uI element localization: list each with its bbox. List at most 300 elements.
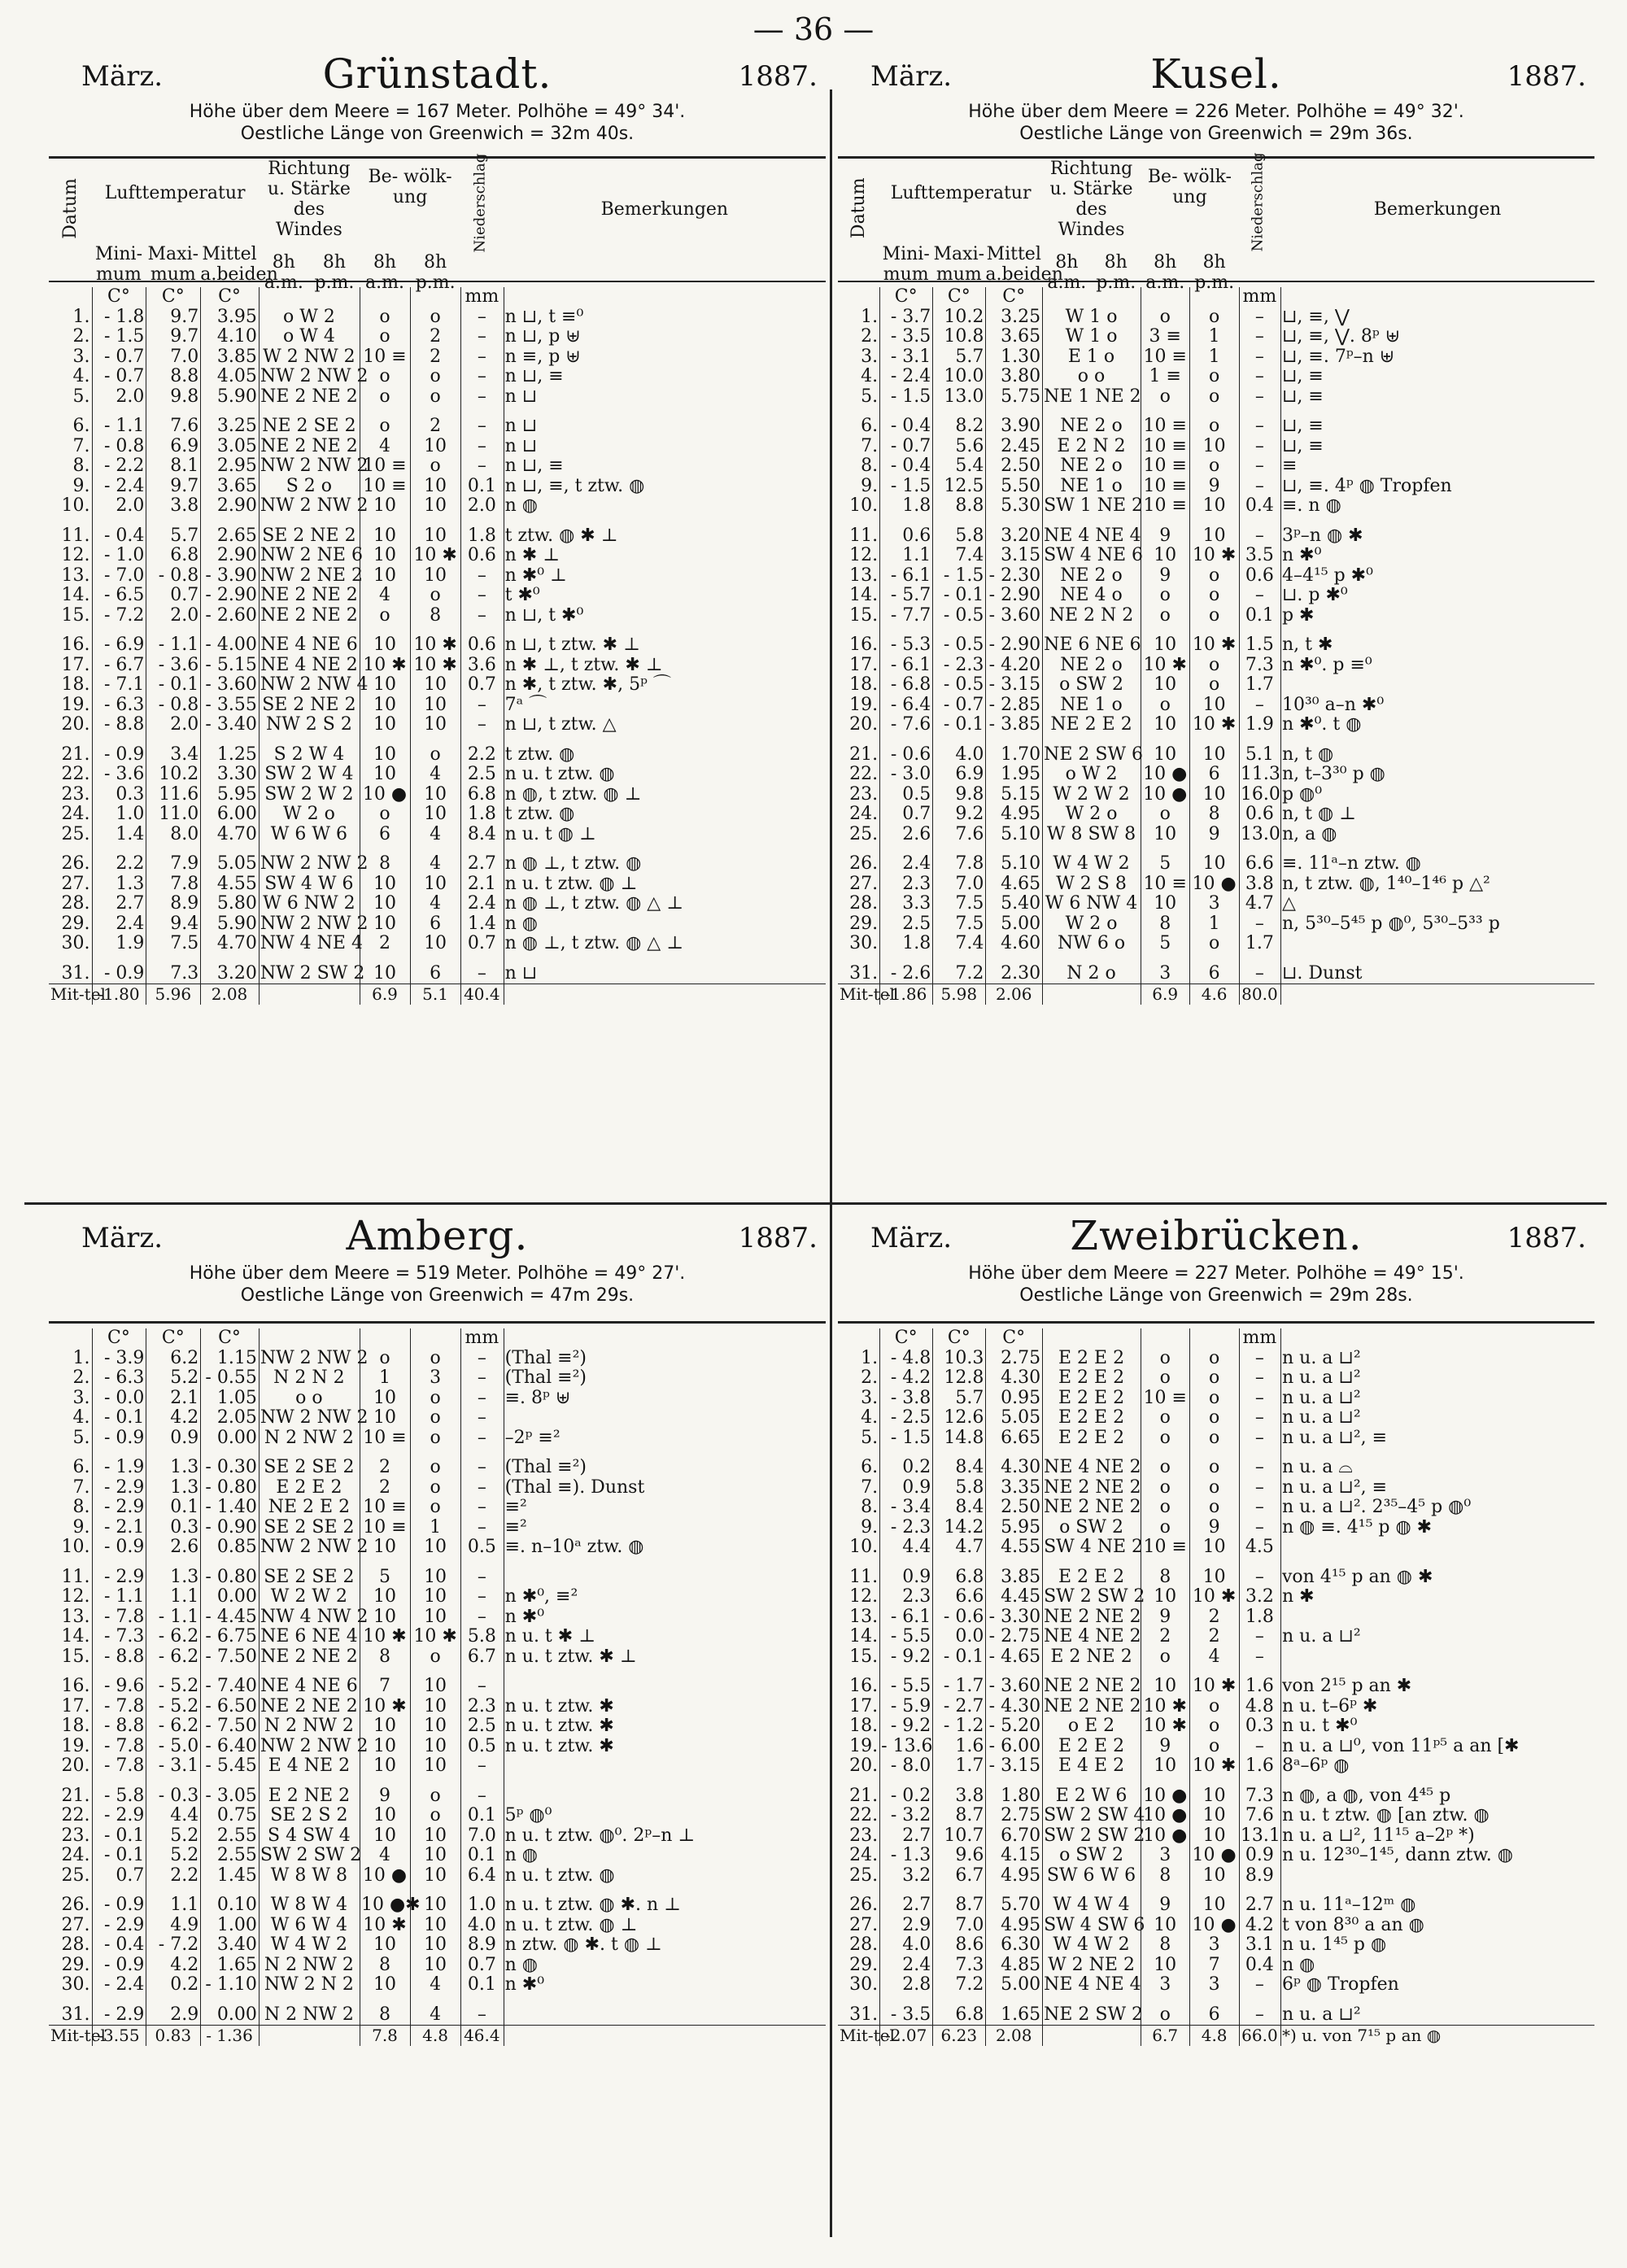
cell: n ⊔, ≡	[504, 366, 564, 386]
cell: 0.4	[1245, 495, 1274, 516]
cell: o W 4	[282, 326, 335, 347]
cell: 3	[1159, 1845, 1171, 1865]
cell: o	[1209, 366, 1220, 386]
cell: 20.	[61, 1756, 90, 1776]
table-row	[838, 546, 1594, 566]
cell: - 5.7	[890, 585, 931, 605]
cell: 2	[379, 1476, 390, 1498]
cell: –	[1254, 694, 1264, 715]
cell: 10	[1154, 744, 1177, 765]
unit-cell	[49, 1328, 92, 1349]
cell: 2.2	[170, 1865, 199, 1886]
table-row	[838, 1866, 1594, 1886]
cell: 18.	[849, 674, 879, 695]
cell: o	[1209, 1387, 1220, 1408]
cell: 5.2	[170, 1825, 199, 1846]
column-line	[1280, 1328, 1281, 2046]
cell: 4.70	[216, 823, 257, 844]
cell: 29.	[849, 913, 879, 934]
cell: - 0.5	[943, 635, 984, 655]
cell: 8ᵃ–6ᵖ ◍	[1281, 1756, 1350, 1776]
cell: - 1.7	[943, 1676, 984, 1696]
cell: n u. a ⊔², ≡	[1281, 1427, 1388, 1448]
cell: 2.95	[216, 456, 257, 476]
cell: - 2.90	[988, 635, 1041, 655]
cell: 2.	[72, 326, 90, 347]
cell: 22.	[61, 764, 90, 784]
cell: 10	[424, 804, 447, 824]
table-row	[49, 1568, 826, 1588]
column-line	[259, 287, 260, 1005]
cell: t ztw. ◍	[504, 804, 575, 824]
cell: 10	[373, 913, 396, 934]
column-line	[200, 1328, 201, 2046]
cell: 10 ≡	[363, 456, 407, 476]
cell: 0.3	[116, 783, 145, 805]
cell: S 2 o	[286, 475, 333, 496]
cell: 5.70	[1001, 1895, 1041, 1915]
cell: –	[477, 1347, 486, 1368]
table-row	[49, 1866, 826, 1886]
cell: –	[1254, 475, 1264, 496]
station-header	[49, 1212, 826, 1263]
cell: –	[477, 962, 486, 984]
cell: 3 ≡	[1149, 326, 1181, 347]
cell: –	[477, 1785, 486, 1806]
cell: 6.8	[467, 783, 496, 805]
header-bewolkung: Be- wölk- ung	[368, 167, 452, 207]
cell: 10.2	[159, 764, 199, 784]
cell: –	[477, 1407, 486, 1428]
table-row	[838, 1956, 1594, 1976]
header-h8pm: 8h p.m.	[415, 252, 456, 293]
cell: 6	[430, 962, 442, 984]
unit-cell	[1189, 1328, 1238, 1349]
cell: n u. a ⌓	[1281, 1457, 1353, 1477]
cell: 4.2	[170, 1954, 199, 1975]
cell: 10	[373, 764, 396, 784]
table-row	[49, 964, 826, 984]
table-row	[838, 1786, 1594, 1807]
cell: 4.	[861, 1407, 879, 1428]
column-line	[92, 287, 93, 1005]
cell: 2.0	[170, 714, 199, 735]
mean-row	[49, 2026, 826, 2046]
cell: ≡²	[504, 1497, 527, 1517]
cell: n u. a ⊔²	[1281, 1407, 1361, 1428]
cell: n ◍, a ◍, von 4⁴⁵ p	[1281, 1785, 1451, 1806]
cell: 3.65	[1001, 326, 1041, 347]
table-row	[838, 606, 1594, 626]
cell: 3.90	[1001, 416, 1041, 436]
cell: NW 2 NW 2	[260, 1347, 369, 1368]
cell: 6.9	[170, 435, 199, 456]
table-row	[838, 635, 1594, 656]
table-row	[838, 874, 1594, 895]
cell: 2.4	[902, 1954, 931, 1975]
cell: NE 4 NE 2	[260, 654, 358, 675]
cell: o	[1159, 1347, 1171, 1368]
cell: 2.7	[902, 1895, 931, 1915]
cell: - 2.9	[103, 1566, 145, 1587]
cell: 0.3	[170, 1516, 199, 1537]
cell: 2.	[861, 1367, 879, 1388]
cell: 4.4	[902, 1537, 931, 1557]
cell: 4.30	[1001, 1367, 1041, 1388]
cell: 28.	[61, 893, 90, 914]
cell: - 2.7	[943, 1695, 984, 1716]
cell: 10.	[849, 1537, 879, 1557]
cell: 16.	[61, 1676, 90, 1696]
cell: 2.45	[1001, 435, 1041, 456]
cell: 14.8	[944, 1427, 984, 1448]
cell: 10 ≡	[363, 1427, 407, 1448]
header-h8am: 8h a.m.	[264, 252, 303, 293]
cell: 30.	[849, 1974, 879, 1995]
cell: 7.0	[467, 1825, 496, 1846]
table-row	[49, 1975, 826, 1995]
cell: n u. a ⊔²	[1281, 1626, 1361, 1646]
cell: 11.	[61, 1566, 90, 1587]
cell: n u. t ztw. ✱	[504, 1735, 614, 1756]
cell: E 2 NE 2	[1050, 1646, 1132, 1667]
cell: 10	[424, 674, 447, 695]
cell: 10	[424, 565, 447, 586]
cell: –	[1254, 962, 1264, 984]
cell: - 1.1	[158, 635, 199, 655]
cell: ≡. 11ᵃ–n ztw. ◍	[1281, 853, 1421, 874]
cell: - 7.50	[205, 1716, 257, 1736]
cell: ⊔, ≡. 7ᵖ–n ⊎	[1281, 346, 1395, 367]
cell: 10 ✱	[1143, 1716, 1187, 1736]
table-row	[838, 367, 1594, 387]
cell: 6.	[72, 1457, 90, 1477]
cell: 3.65	[216, 475, 257, 496]
cell: o	[1159, 804, 1171, 824]
mean-cell: 2.08	[985, 2026, 1042, 2046]
cell: NE 2 E 2	[1050, 714, 1132, 735]
cell: 10 ✱	[363, 1914, 407, 1935]
cell: - 1.2	[943, 1716, 984, 1736]
cell: 3.	[72, 1387, 90, 1408]
cell: o	[1159, 604, 1171, 626]
cell: NE 6 NE 6	[1044, 635, 1141, 655]
cell: –	[477, 1676, 486, 1696]
cell: o	[1209, 1407, 1220, 1428]
cell: –	[1254, 456, 1264, 476]
cell: 5.7	[955, 346, 984, 367]
cell: 10 ✱	[413, 545, 457, 565]
cell: 5.90	[216, 386, 257, 407]
cell: 5.7	[955, 1387, 984, 1408]
cell: n ≡, p ⊎	[504, 346, 581, 367]
cell: 2.3	[902, 873, 931, 894]
cell: 10	[373, 1934, 396, 1955]
altitude-line: Höhe über dem Meere = 227 Meter. Polhöhe = 49° 15'.	[968, 1263, 1464, 1284]
cell: - 6.9	[103, 635, 145, 655]
cell: 11.3	[1240, 764, 1280, 784]
cell: NW 2 NW 2	[260, 913, 369, 934]
month-label: März.	[870, 60, 953, 93]
cell: 8.0	[170, 823, 199, 844]
cell: von 4¹⁵ p an ◍ ✱	[1281, 1566, 1433, 1587]
table-row	[49, 1537, 826, 1558]
cell: o	[430, 306, 441, 327]
cell: 0.95	[1001, 1387, 1041, 1408]
table-row	[838, 745, 1594, 765]
cell: - 2.3	[890, 1516, 931, 1537]
cell: 10 ●	[362, 783, 408, 805]
cell: - 4.30	[988, 1695, 1041, 1716]
table-row	[49, 606, 826, 626]
cell: - 1.9	[103, 1457, 145, 1477]
cell: - 0.7	[103, 366, 145, 386]
cell: 8.	[861, 456, 879, 476]
cell: 10 ✱	[363, 1695, 407, 1716]
cell: 10	[1154, 674, 1177, 695]
table-row	[838, 456, 1594, 477]
cell: - 5.20	[988, 1716, 1041, 1736]
cell: 8.8	[170, 366, 199, 386]
header-mittel: Mittel a.beiden	[200, 244, 278, 285]
header-h8pm: 8h p.m.	[314, 252, 355, 293]
cell: 1	[379, 1367, 390, 1388]
cell: - 0.9	[103, 1954, 145, 1975]
cell: SW 2 SW 4	[1044, 1805, 1145, 1825]
cell: 4	[430, 764, 442, 784]
cell: SE 2 SE 2	[264, 1516, 355, 1537]
cell: 0.9	[902, 1476, 931, 1498]
column-line	[1042, 1328, 1043, 2046]
table-row	[49, 456, 826, 477]
cell: NE 2 NE 2	[260, 585, 358, 605]
cell: - 1.5	[103, 326, 145, 347]
cell: - 3.8	[890, 1387, 931, 1408]
table-row	[49, 586, 826, 606]
table-row	[838, 1478, 1594, 1498]
cell: - 6.00	[988, 1735, 1041, 1756]
cell: 9.	[861, 475, 879, 496]
unit-cell: C°	[107, 1328, 130, 1348]
cell: 1.0	[467, 1895, 496, 1915]
cell: 1.95	[1001, 764, 1041, 784]
unit-cell	[1141, 1328, 1189, 1349]
cell: 10	[373, 962, 396, 984]
unit-cell	[360, 1328, 410, 1349]
cell: - 3.0	[890, 764, 931, 784]
cell: 18.	[849, 1716, 879, 1736]
cell: –	[477, 1497, 486, 1517]
cell: 10	[424, 1606, 447, 1627]
cell: n ⊔, ≡, t ztw. ◍	[504, 475, 645, 496]
cell: NE 2 NE 2	[260, 386, 358, 407]
cell: 0.1	[467, 1974, 496, 1995]
cell: 4	[430, 2004, 442, 2025]
cell: 4.8	[1245, 1695, 1274, 1716]
cell: - 2.60	[205, 604, 257, 626]
cell: - 4.20	[988, 654, 1041, 675]
cell: 10 ≡	[1143, 416, 1187, 436]
table-row	[49, 477, 826, 497]
cell: o	[1209, 1735, 1220, 1756]
cell: 1.6	[1245, 1756, 1274, 1776]
cell: 1.15	[216, 1347, 257, 1368]
column-line	[92, 1328, 93, 2046]
cell: 29.	[61, 913, 90, 934]
cell: E 2 E 2	[1058, 1566, 1125, 1587]
cell: 10	[424, 1934, 447, 1955]
cell: 10	[1154, 1914, 1177, 1935]
cell: N 2 o	[1066, 962, 1116, 984]
cell: –	[1254, 1735, 1264, 1756]
cell: 4.65	[1001, 873, 1041, 894]
cell: NE 2 NE 2	[1044, 1695, 1141, 1716]
column-line	[932, 287, 933, 1005]
column-line	[259, 1328, 260, 2046]
cell: W 6 W 6	[270, 823, 347, 844]
cell: 2.7	[902, 1825, 931, 1846]
cell: 10	[1202, 694, 1226, 715]
cell: 8.1	[170, 456, 199, 476]
cell: 29.	[849, 1954, 879, 1975]
cell: 8.	[72, 1497, 90, 1517]
cell: - 7.2	[158, 1934, 199, 1955]
mean-cell	[504, 2026, 826, 2046]
table-row	[838, 2005, 1594, 2026]
cell: 5.15	[1001, 783, 1041, 805]
cell: n u. t ◍ ⊥	[504, 823, 596, 844]
cell: 2.2	[467, 744, 496, 765]
cell: N 2 N 2	[273, 1367, 345, 1388]
cell: 5.00	[1001, 913, 1041, 934]
cell: 10	[1202, 1785, 1226, 1806]
table-row	[49, 1498, 826, 1518]
cell: 9.	[72, 1516, 90, 1537]
cell: –	[1254, 1387, 1264, 1408]
station-header	[838, 50, 1594, 101]
cell: ≡²	[504, 1516, 527, 1537]
cell: 10 ≡	[1143, 873, 1187, 894]
cell: - 3.5	[890, 2004, 931, 2025]
cell: 6.30	[1001, 1934, 1041, 1955]
cell: 3.25	[216, 416, 257, 436]
cell: N 2 NW 2	[264, 1954, 354, 1975]
cell: - 7.8	[103, 1695, 145, 1716]
cell: n, t ◍	[1281, 744, 1334, 765]
cell: 10 ✱	[1192, 1756, 1237, 1776]
cell: - 6.75	[205, 1626, 257, 1646]
cell: - 0.1	[943, 585, 984, 605]
cell: 7.0	[955, 1914, 984, 1935]
cell: 6.7	[467, 1646, 496, 1667]
cell: 5.8	[955, 525, 984, 546]
table-row	[838, 1756, 1594, 1777]
cell: 10	[424, 1537, 447, 1557]
data-table	[838, 1328, 1594, 2046]
cell: n u. t ztw. ◍ ⊥	[504, 1914, 638, 1935]
cell: 18.	[61, 1716, 90, 1736]
cell: 2.1	[467, 873, 496, 894]
cell: –	[477, 306, 486, 327]
cell: 3.40	[216, 1934, 257, 1955]
cell: 2.1	[170, 1387, 199, 1408]
cell: 2.5	[467, 764, 496, 784]
cell: 11.	[849, 525, 879, 546]
cell: 1.8	[902, 933, 931, 953]
cell: - 1.5	[890, 1427, 931, 1448]
cell: 5.90	[216, 913, 257, 934]
cell: 10.	[61, 1537, 90, 1557]
cell: 10 ●	[1143, 1805, 1188, 1825]
cell: NW 4 NW 2	[260, 1606, 369, 1627]
cell: 1 ≡	[1149, 366, 1181, 386]
cell: 1.80	[1001, 1785, 1041, 1806]
cell: n ✱, t ztw. ✱, 5ᵖ ⌒	[504, 674, 671, 695]
cell: 14.	[849, 585, 879, 605]
cell: - 3.9	[103, 1347, 145, 1368]
cell: n u. t ztw. ◍ ✱. n ⊥	[504, 1895, 681, 1915]
cell	[504, 1408, 826, 1428]
cell: 1.30	[1001, 346, 1041, 367]
cell: - 3.2	[890, 1805, 931, 1825]
cell: 7ᵃ ⌒	[504, 694, 547, 715]
row-gap	[49, 1558, 826, 1568]
cell: 2	[379, 1457, 390, 1477]
unit-cell	[259, 1328, 360, 1349]
cell: 17.	[849, 1695, 879, 1716]
cell: 3.	[72, 346, 90, 367]
cell: –	[1254, 1367, 1264, 1388]
cell: 9	[1159, 1606, 1171, 1627]
cell: (Thal ≡²)	[504, 1347, 587, 1368]
station-header	[838, 1212, 1594, 1263]
cell: 2.2	[116, 853, 145, 874]
altitude-line: Höhe über dem Meere = 167 Meter. Polhöhe = 49° 34'.	[189, 102, 686, 122]
cell: NE 2 o	[1060, 416, 1123, 436]
cell: △	[1281, 893, 1296, 914]
cell: - 5.2	[158, 1695, 199, 1716]
table-row	[49, 635, 826, 656]
cell: –	[477, 1457, 486, 1477]
table-row	[49, 825, 826, 845]
cell: –	[1254, 1646, 1264, 1667]
cell: 0.85	[216, 1537, 257, 1557]
cell: 10 ≡	[1143, 1387, 1187, 1408]
cell: o	[379, 804, 390, 824]
cell: 3.25	[1001, 306, 1041, 327]
cell: 10	[424, 1735, 447, 1756]
cell: 23.	[61, 783, 90, 805]
cell: n u. a ⊔². 2³⁵–4⁵ p ◍⁰	[1281, 1497, 1472, 1517]
table-row	[838, 1428, 1594, 1449]
cell: - 3.60	[988, 604, 1041, 626]
table-row	[49, 1786, 826, 1807]
cell	[1280, 675, 1594, 696]
cell: o	[1209, 1427, 1220, 1448]
cell: 1.3	[170, 1476, 199, 1498]
cell: 10 ✱	[363, 654, 407, 675]
cell: n ◍ ≡. 4¹⁵ p ◍ ✱	[1281, 1516, 1433, 1537]
cell: 0.1	[1245, 604, 1274, 626]
cell: n ⊔, ≡	[504, 456, 564, 476]
cell: 0.00	[216, 1427, 257, 1448]
cell: 6.	[72, 416, 90, 436]
cell: o o	[1077, 366, 1106, 386]
cell: 6.4	[467, 1865, 496, 1886]
column-line	[1189, 1328, 1190, 2046]
cell: 10	[424, 1756, 447, 1776]
cell: - 9.6	[103, 1676, 145, 1696]
